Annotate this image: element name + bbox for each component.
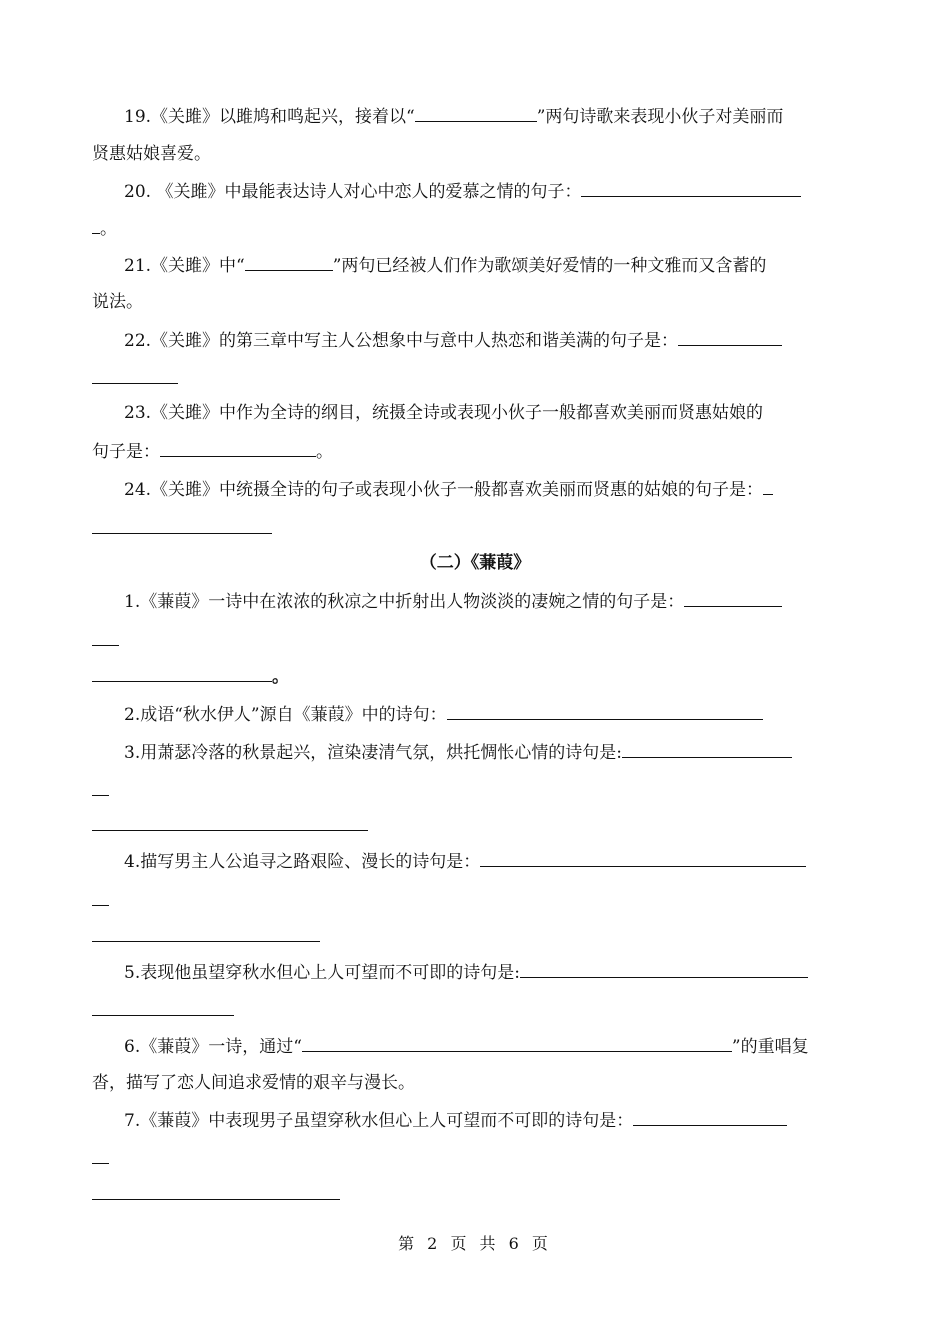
jianjia-question-2 <box>124 702 763 727</box>
jianjia-question-4 <box>124 849 806 874</box>
answer-blank[interactable] <box>520 960 808 978</box>
question-24 <box>124 477 773 502</box>
jianjia-question-1-end: 。 <box>272 667 289 687</box>
answer-blank[interactable] <box>245 253 333 271</box>
section-heading: （二）《蒹葭》 <box>419 553 531 573</box>
question-21 <box>124 253 766 278</box>
question-21-text: 21.《关雎》中“ <box>124 256 245 276</box>
answer-blank[interactable] <box>633 1108 787 1126</box>
answer-blank-line[interactable] <box>92 383 178 384</box>
question-24-text: 24.《关雎》中统摄全诗的句子或表现小伙子一般都喜欢美丽而贤惠的姑娘的句子是： <box>124 480 764 500</box>
jianjia-question-6-text: 6.《蒹葭》一诗，通过“ <box>124 1037 302 1057</box>
answer-blank-line[interactable] <box>92 830 368 831</box>
answer-blank-line[interactable] <box>92 1163 109 1164</box>
answer-blank-line[interactable] <box>92 1199 340 1200</box>
jianjia-question-2-text: 2.成语“秋水伊人”源自《蒹葭》中的诗句： <box>124 705 447 725</box>
question-19-cont: 贤惠姑娘喜爱。 <box>92 144 211 164</box>
answer-blank[interactable] <box>415 104 537 122</box>
jianjia-question-6-cont: 沓，描写了恋人间追求爱情的艰辛与漫长。 <box>92 1073 415 1093</box>
answer-blank-line[interactable] <box>92 645 119 646</box>
answer-blank-line[interactable] <box>92 941 320 942</box>
jianjia-question-7-text: 7.《蒹葭》中表现男子虽望穿秋水但心上人可望而不可即的诗句是： <box>124 1111 634 1131</box>
answer-blank[interactable] <box>684 589 782 607</box>
jianjia-question-3-text: 3.用萧瑟冷落的秋景起兴，渲染凄清气氛，烘托惆怅心情的诗句是: <box>124 743 622 763</box>
jianjia-question-3 <box>124 740 792 765</box>
question-22 <box>124 328 782 353</box>
question-19 <box>124 104 783 129</box>
answer-blank[interactable] <box>763 477 773 495</box>
question-23-cont <box>92 439 333 464</box>
answer-blank[interactable] <box>92 664 272 682</box>
jianjia-question-5-text: 5.表现他虽望穿秋水但心上人可望而不可即的诗句是: <box>124 963 520 983</box>
jianjia-question-5 <box>124 960 808 985</box>
answer-blank[interactable] <box>302 1034 732 1052</box>
jianjia-question-1 <box>124 589 782 614</box>
question-23-text: 句子是： <box>92 442 160 462</box>
answer-blank-line[interactable] <box>92 795 109 796</box>
page-footer: 第 2 页 共 6 页 <box>398 1234 552 1253</box>
question-19-text: 19.《关雎》以雎鸠和鸣起兴，接着以“ <box>124 107 415 127</box>
question-21-cont: 说法。 <box>92 292 143 312</box>
answer-blank[interactable] <box>678 328 782 346</box>
question-20-end: 。 <box>100 219 117 239</box>
jianjia-question-6-text-2: ”的重唱复 <box>731 1037 809 1057</box>
jianjia-question-1-cont <box>92 664 289 689</box>
jianjia-question-1-text: 1.《蒹葭》一诗中在浓浓的秋凉之中折射出人物淡淡的凄婉之情的句子是： <box>124 592 685 612</box>
answer-blank[interactable] <box>160 439 316 457</box>
answer-blank-line[interactable] <box>92 905 109 906</box>
answer-blank[interactable] <box>447 702 763 720</box>
answer-blank[interactable] <box>622 740 792 758</box>
jianjia-question-7 <box>124 1108 787 1133</box>
question-20-cont <box>92 216 117 241</box>
question-20-text: 20. 《关雎》中最能表达诗人对心中恋人的爱慕之情的句子： <box>124 182 582 202</box>
question-19-text-2: ”两句诗歌来表现小伙子对美丽而 <box>536 107 784 127</box>
question-23-end: 。 <box>316 442 333 462</box>
answer-blank-line[interactable] <box>92 533 272 534</box>
answer-blank[interactable] <box>480 849 806 867</box>
question-21-text-2: ”两句已经被人们作为歌颂美好爱情的一种文雅而又含蓄的 <box>332 256 767 276</box>
answer-blank-line[interactable] <box>92 1015 234 1016</box>
question-22-text: 22.《关雎》的第三章中写主人公想象中与意中人热恋和谐美满的句子是： <box>124 331 679 351</box>
question-23: 23.《关雎》中作为全诗的纲目，统摄全诗或表现小伙子一般都喜欢美丽而贤惠姑娘的 <box>124 403 764 423</box>
jianjia-question-6 <box>124 1034 809 1059</box>
jianjia-question-4-text: 4.描写男主人公追寻之路艰险、漫长的诗句是： <box>124 852 481 872</box>
answer-blank[interactable] <box>92 216 100 234</box>
question-20 <box>124 179 801 204</box>
answer-blank[interactable] <box>581 179 801 197</box>
